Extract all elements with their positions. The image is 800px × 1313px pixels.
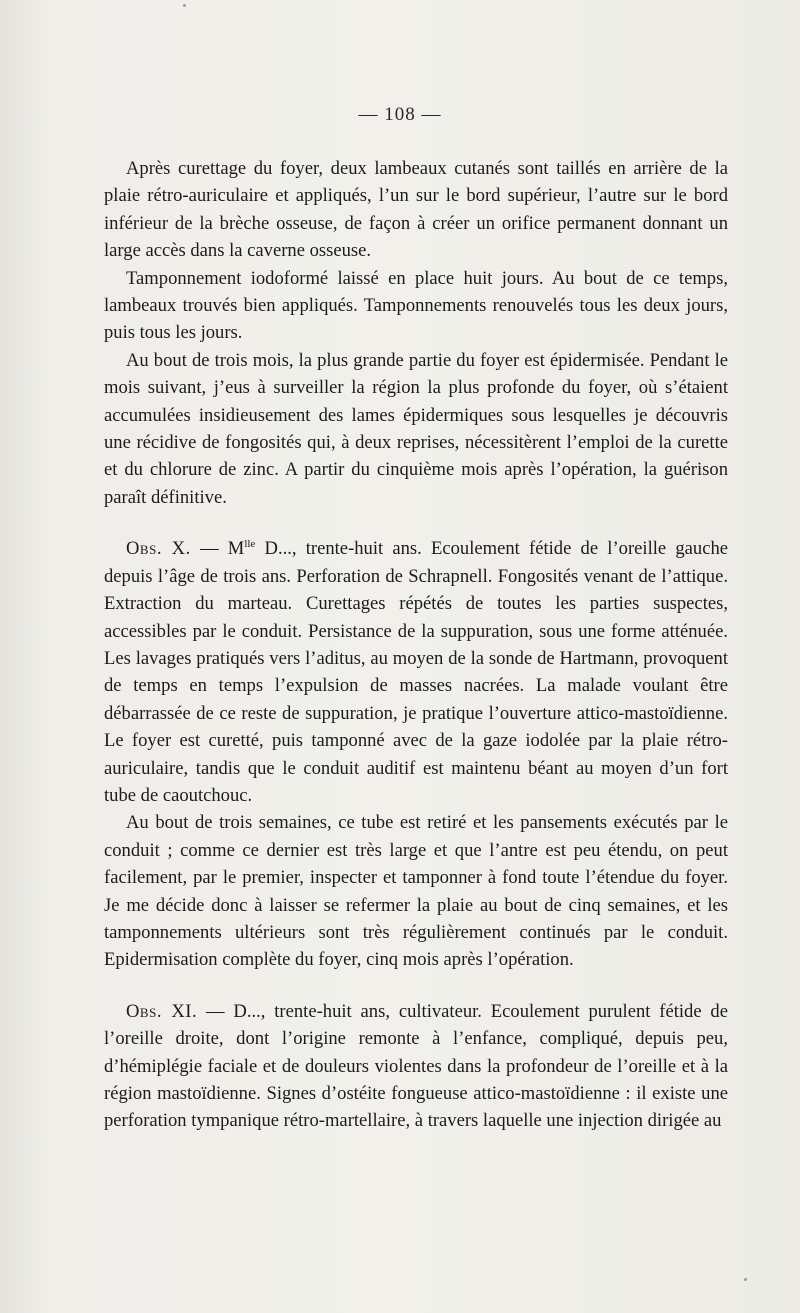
paragraph-trois-semaines	[104, 809, 728, 973]
paragraph-text: Au bout de trois mois, la plus grande partie du foyer est épidermisée. Pendant le mois suivant, j’eus à surveiller la région la plus profonde du foyer, où s’étaient accumulées insidieusement des lames épidermiques sous lesquelles je découvris une récidive de fongosités qui, à deux reprises, nécessitèrent l’emploi de la curette et du chlorure de zinc. A partir du cinquième mois après l’opération, la guérison paraît définitive.	[104, 349, 728, 508]
paragraph-text: D..., trente-huit ans, cultivateur. Ecoulement purulent fétide de l’oreille droite, dont l’origine remonte à l’enfance, compliqué, depuis peu, d’hémiplégie faciale et de douleurs violentes dans la profondeur de l’oreille et à la région mastoïdienne. Signes d’ostéite fongueuse attico-mastoïdienne : il existe une perforation tympanique rétro-martellaire, à travers laquelle une injection dirigée au	[104, 1000, 728, 1132]
observation-heading: Obs. XI.	[126, 1000, 198, 1022]
paragraph-text: Au bout de trois semaines, ce tube est retiré et les pansements exécutés par le conduit ; comme ce dernier est très large et que l’antre est peu étendu, on peut facilement, par le premier, inspecter et tamponner à fond toute l’étendue du foyer. Je me décide donc à laisser se refermer la plaie au bout de cinq semaines, et les tamponnements ultérieurs sont très régulièrement continués par le conduit. Epidermisation complète du foyer, cinq mois après l’opération.	[104, 812, 728, 971]
paper-speck	[744, 1278, 747, 1281]
superscript-lle: lle	[244, 538, 256, 551]
observation-dash: — M	[190, 538, 245, 560]
text-body	[104, 155, 728, 1135]
observation-dash: —	[197, 1000, 234, 1022]
paragraph-text: D..., trente-huit ans. Ecoulement fétide de l’oreille gauche depuis l’âge de trois ans. Perforation de Schrapnell. Fongosités venant de l’attique. Extraction du marteau. Curettages répétés de toutes les parties suspectes, accessibles par le conduit. Persistance de la suppuration, sous une forme atténuée. Les lavages pratiqués vers l’aditus, au moyen de la sonde de Hartmann, provoquent de temps en temps l’expulsion de masses nacrées. La malade voulant être débarrassée de ce reste de suppuration, je pratique l’ouverture attico-mastoïdienne. Le foyer est curetté, puis tamponné avec de la gaze iodolée par la plaie rétro-auriculaire, tandis que le conduit auditif est maintenu béant au moyen d’un fort tube de caoutchouc.	[104, 538, 729, 806]
paragraph-obs-xi	[104, 998, 728, 1135]
paragraph-curettage	[104, 155, 728, 265]
paragraph-tamponnement	[104, 265, 728, 347]
paper-speck	[183, 4, 186, 7]
paragraph-text: Tamponnement iodoformé laissé en place huit jours. Au bout de ce temps, lambeaux trouvés bien appliqués. Tamponnements renouvelés tous les deux jours, puis tous les jours.	[104, 267, 728, 344]
paragraph-trois-mois	[104, 347, 728, 511]
observation-heading: Obs. X.	[126, 538, 191, 560]
paragraph-text: Après curettage du foyer, deux lambeaux cutanés sont taillés en arrière de la plaie rétro-auriculaire et appliqués, l’un sur le bord supérieur, l’autre sur le bord inférieur de la brèche osseuse, de façon à créer un orifice permanent donnant un large accès dans la caverne osseuse.	[104, 158, 728, 262]
paragraph-obs-x	[104, 535, 728, 809]
page-number: — 108 —	[358, 104, 442, 125]
